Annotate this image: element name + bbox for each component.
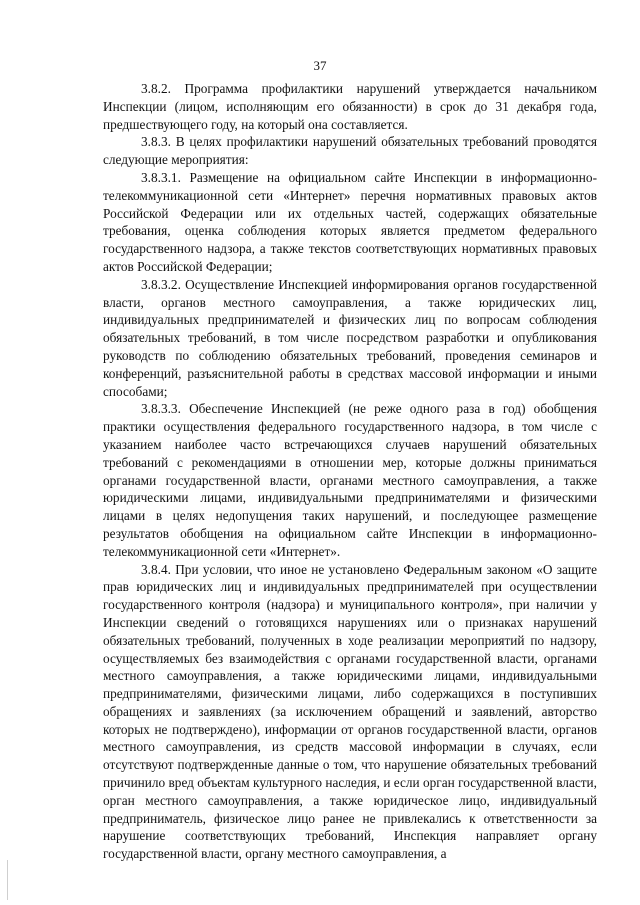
page-number: 37 <box>313 58 327 73</box>
paragraph-3-8-3-2: 3.8.3.2. Осуществление Инспекцией информирования органов государственной власти, органов местного самоуправления, а также юридических лиц, индивидуальных предпринимателей и физических лиц по вопросам соблюдения обязательных требований, в том числе посредством разработки и опубликования руководств по соблюдению обязательных требований, проведения семинаров и конференций, разъяснительной работы в средствах массовой информации и иными способами; <box>103 276 597 399</box>
scan-edge-mark <box>7 860 8 900</box>
paragraph-3-8-3: 3.8.3. В целях профилактики нарушений обязательных требований проводятся следующие мероприятия: <box>103 134 597 168</box>
paragraph-3-8-2: 3.8.2. Программа профилактики нарушений утверждается начальником Инспекции (лицом, исполняющим его обязанности) в срок до 31 декабря года, предшествующего году, на который она составляется. <box>103 81 597 132</box>
paragraph-3-8-4: 3.8.4. При условии, что иное не установлено Федеральным законом «О защите прав юридических лиц и индивидуальных предпринимателей при осуществлении государственного контроля (надзора) и муниципального контроля», при наличии у Инспекции сведений о готовящихся нарушениях или о признаках нарушений обязательных требований, полученных в ходе реализации мероприятий по надзору, осуществляемых без взаимодействия с органами государственной власти, органами местного самоуправления, а также юридическими лицами, индивидуальными предпринимателями, физическими лицами, либо содержащихся в поступивших обращениях и заявлениях (за исключением обращений и заявлений, авторство которых не подтверждено), информации от органов государственной власти, органов местного самоуправления, из средств массовой информации в случаях, если отсутствуют подтвержденные данные о том, что нарушение обязательных требований причинило вред объектам культурного наследия, и если орган государственной власти, орган местного самоуправления, а также юридическое лицо, индивидуальный предприниматель, физическое лицо ранее не привлекались к ответственности за нарушение соответствующих требований, Инспекция направляет органу государственной власти, органу местного самоуправления, а <box>103 561 597 862</box>
paragraph-3-8-3-3: 3.8.3.3. Обеспечение Инспекцией (не реже одного раза в год) обобщения практики осуществления федерального государственного надзора, в том числе с указанием наиболее часто встречающихся случаев нарушений обязательных требований с рекомендациями в отношении мер, которые должны приниматься органами государственной власти, органами местного самоуправления, а также юридическими лицами, индивидуальными предпринимателями и физическими лицами в целях недопущения таких нарушений, и последующее размещение результатов обобщения на официальном сайте Инспекции в информационно-телекоммуникационной сети «Интернет». <box>103 401 597 559</box>
document-body <box>103 80 597 863</box>
paragraph-3-8-3-1: 3.8.3.1. Размещение на официальном сайте Инспекции в информационно-телекоммуникационной сети «Интернет» перечня нормативных правовых актов Российской Федерации или их отдельных частей, содержащих обязательные требования, оценка соблюдения которых является предметом федерального государственного надзора, а также текстов соответствующих нормативных правовых актов Российской Федерации; <box>103 169 597 274</box>
